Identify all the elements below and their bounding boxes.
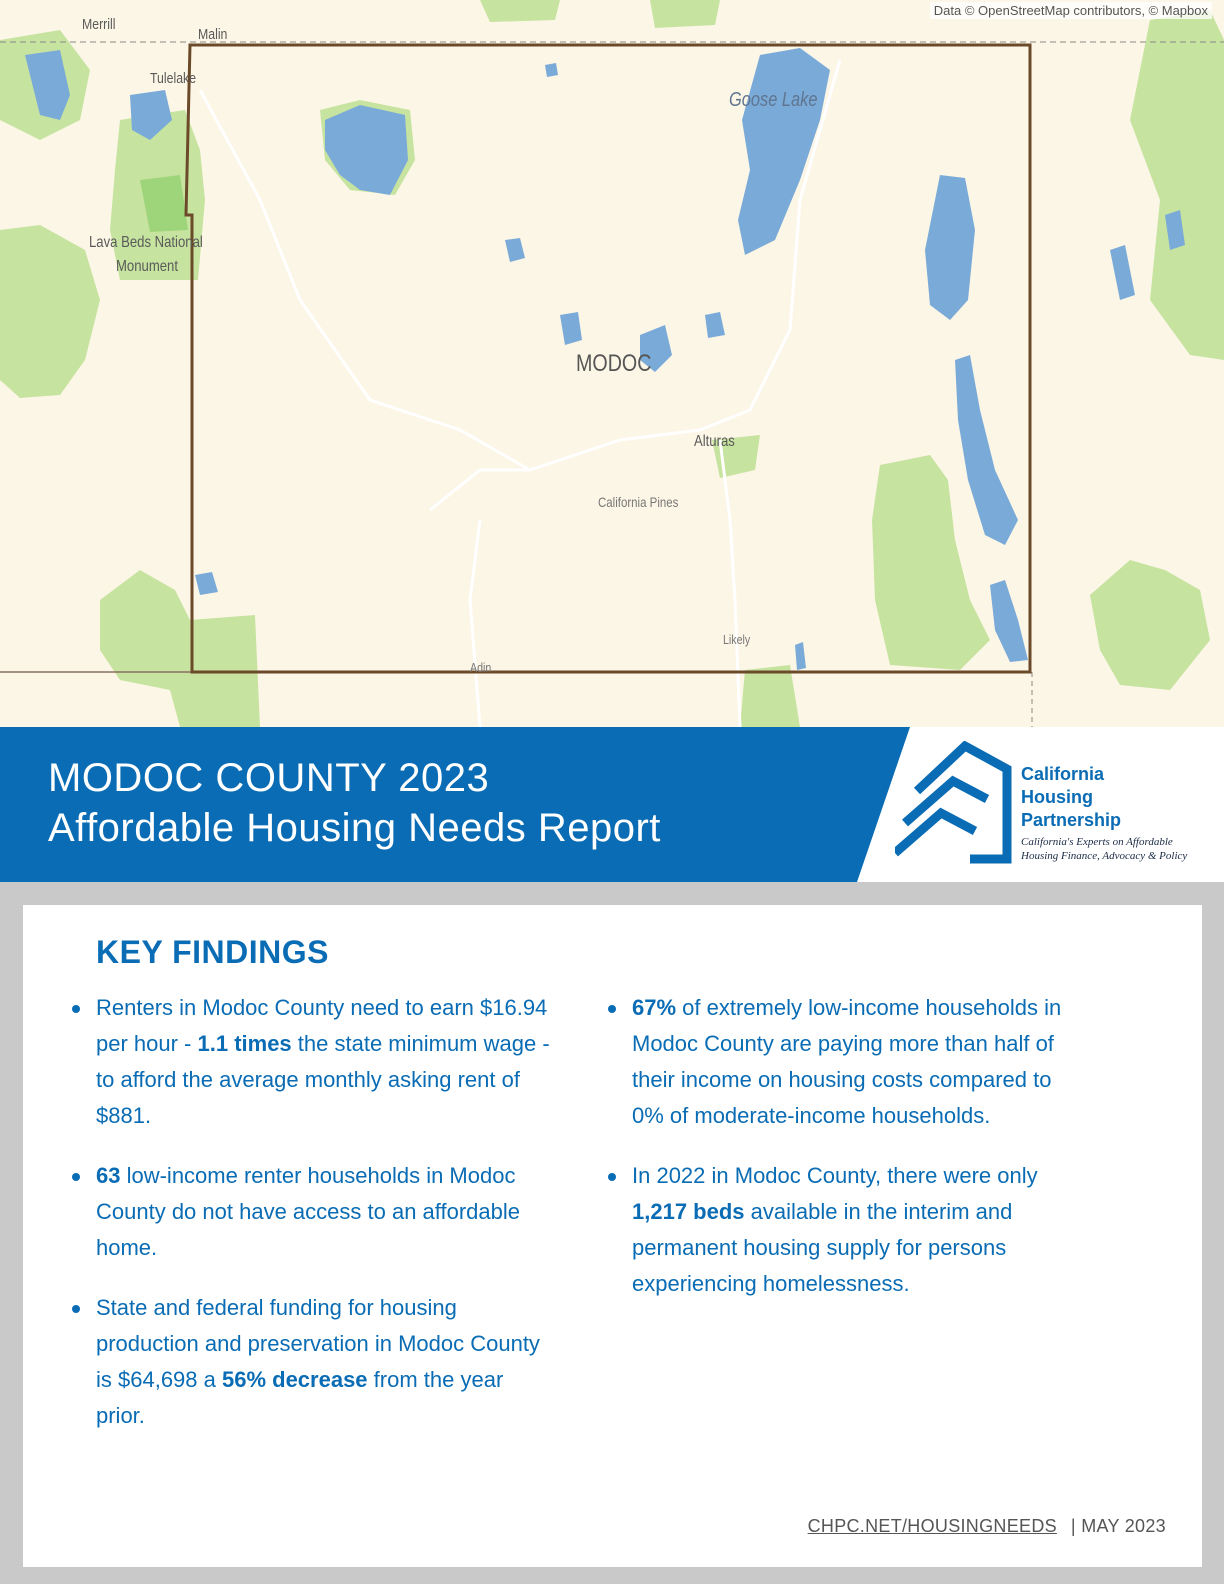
finding-item <box>72 1290 552 1434</box>
bullet-icon <box>72 1005 80 1013</box>
chp-house-icon <box>895 741 1015 871</box>
finding-text: of extremely low-income households in Modoc County are paying more than half of their income on housing costs compared to 0% of moderate-income households. <box>632 995 1062 1128</box>
finding-text: the state minimum wage - to afford the average monthly asking rent of $881. <box>96 1031 550 1128</box>
park-top-strip <box>480 0 560 22</box>
bullet-icon <box>608 1005 616 1013</box>
park-south-west <box>100 570 260 727</box>
finding-highlight: 67% <box>632 995 677 1020</box>
east-lake-lower <box>955 355 1018 545</box>
key-findings-title: KEY FINDINGS <box>96 934 329 970</box>
finding-item <box>72 1158 552 1266</box>
park-far-east <box>1090 560 1210 690</box>
finding-text: Renters in Modoc County need to earn $16.94 per hour - <box>96 995 548 1056</box>
bullet-icon <box>72 1305 80 1313</box>
roads <box>200 60 840 727</box>
label-merrill: Merrill <box>82 16 116 33</box>
chp-logo[interactable] <box>895 741 1215 871</box>
finding-text: from the year prior. <box>96 1367 504 1428</box>
label-modoc: MODOC <box>576 350 652 377</box>
label-lava-beds-2: Monument <box>116 258 178 275</box>
findings-left-column <box>72 990 552 1458</box>
finding-text: State and federal funding for housing production and preservation in Modoc County is $64,698 a <box>96 1295 540 1392</box>
road-southwest <box>470 520 480 727</box>
label-goose-lake: Goose Lake <box>729 89 818 111</box>
finding-highlight: 63 <box>96 1163 121 1188</box>
chp-name <box>1021 763 1121 832</box>
footer-date: | MAY 2023 <box>1070 1516 1166 1536</box>
findings-right-column <box>608 990 1088 1326</box>
map-attribution[interactable]: Data © OpenStreetMap contributors, © Mapbox <box>930 2 1212 19</box>
finding-item <box>608 990 1088 1134</box>
chp-name-line2: Housing <box>1021 787 1093 807</box>
label-malin: Malin <box>198 26 228 43</box>
finding-highlight: 56% decrease <box>221 1367 368 1392</box>
park-left-west <box>0 225 100 398</box>
label-tulelake: Tulelake <box>150 70 197 87</box>
finding-text: available in the interim and permanent housing supply for persons experiencing homelessness. <box>632 1199 1013 1296</box>
report-title <box>48 753 661 853</box>
finding-item <box>72 990 552 1134</box>
lake-small-4 <box>195 572 218 595</box>
finding-text: low-income renter households in Modoc County do not have access to an affordable home. <box>96 1163 520 1260</box>
lake-small-8 <box>795 642 806 670</box>
lake-small-1 <box>505 238 525 262</box>
chp-tagline <box>1021 835 1187 863</box>
label-lava-beds-1: Lava Beds National <box>89 234 203 251</box>
chp-name-line1: California <box>1021 764 1105 784</box>
lake-small-2 <box>560 312 582 345</box>
park-north-east <box>1130 10 1224 360</box>
park-top-strip-2 <box>650 0 720 28</box>
county-map <box>0 0 1224 727</box>
report-title-line2: Affordable Housing Needs Report <box>48 806 661 850</box>
lake-small-7 <box>545 63 558 77</box>
label-adin: Adin <box>470 660 492 675</box>
finding-highlight: 1,217 beds <box>632 1199 745 1224</box>
label-california-pines: California Pines <box>598 494 679 510</box>
finding-text: In 2022 in Modoc County, there were only <box>632 1163 1038 1188</box>
lake-small-5 <box>1110 245 1135 300</box>
chp-tagline-line2: Housing Finance, Advocacy & Policy <box>1021 850 1188 862</box>
lake-small-3 <box>705 312 725 338</box>
bullet-icon <box>608 1173 616 1181</box>
chp-name-line3: Partnership <box>1021 810 1122 830</box>
park-south-center <box>740 665 800 727</box>
label-alturas: Alturas <box>694 433 735 450</box>
finding-highlight: 1.1 times <box>197 1031 292 1056</box>
title-banner <box>0 727 1224 882</box>
road-south <box>720 440 740 727</box>
goose-lake <box>738 48 830 255</box>
east-lake-south <box>990 580 1028 662</box>
east-lake-upper <box>925 175 975 320</box>
bullet-icon <box>72 1173 80 1181</box>
footer <box>808 1516 1166 1537</box>
chp-tagline-line1: California's Experts on Affordable <box>1021 836 1173 848</box>
label-likely: Likely <box>723 632 751 647</box>
report-title-line1: MODOC COUNTY 2023 <box>48 756 490 800</box>
housing-needs-link[interactable]: CHPC.NET/HOUSINGNEEDS <box>807 1516 1057 1536</box>
finding-item <box>608 1158 1088 1302</box>
clear-lake <box>325 105 408 195</box>
road-west <box>430 470 530 510</box>
